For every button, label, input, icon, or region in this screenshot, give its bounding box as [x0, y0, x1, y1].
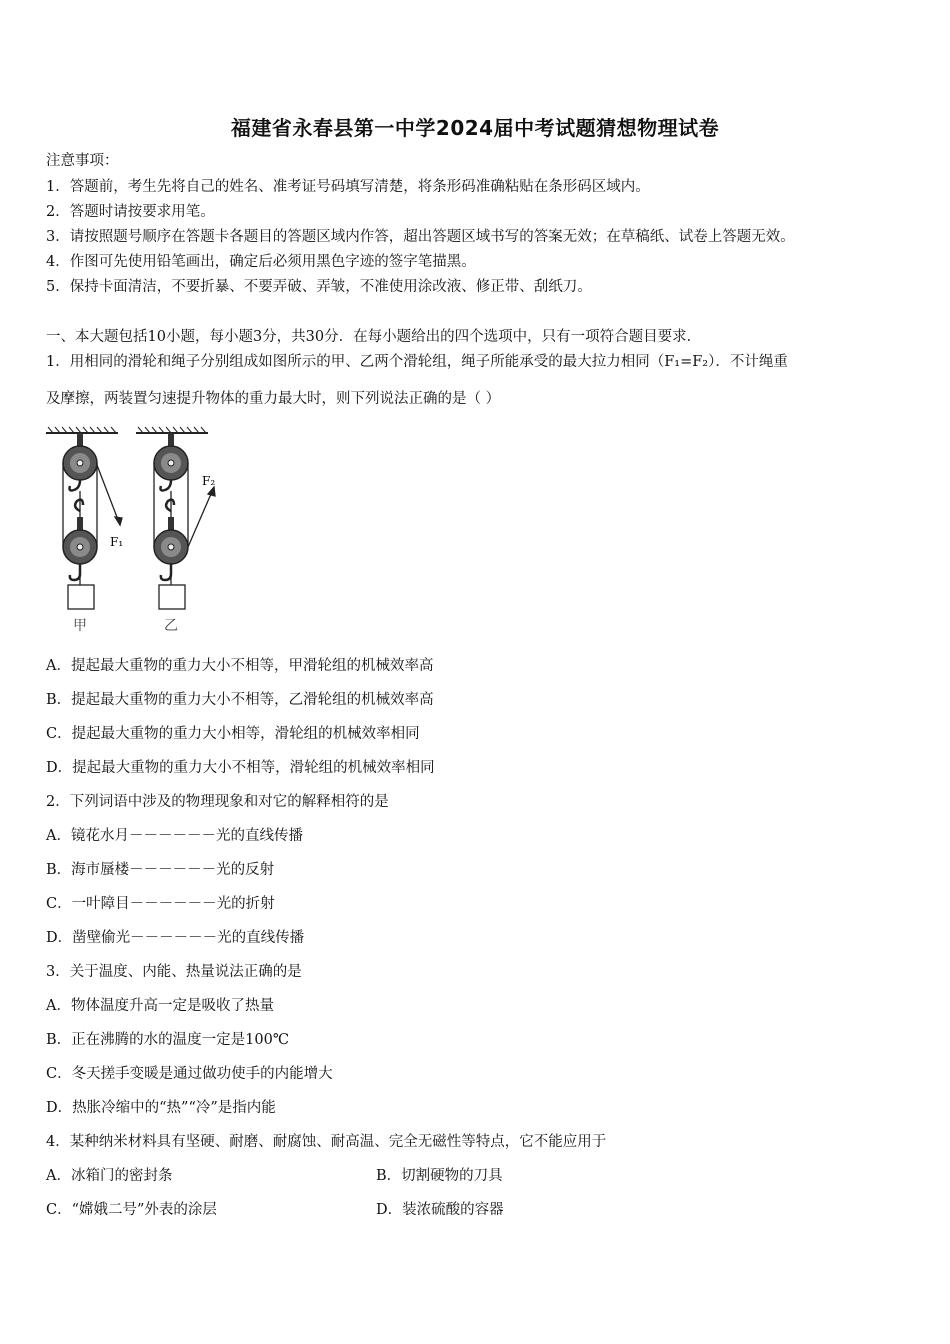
- q4-option-a: A．冰箱门的密封条: [46, 1168, 173, 1184]
- pulley-diagram: [44, 425, 224, 635]
- q3-stem: 3．关于温度、内能、热量说法正确的是: [46, 964, 302, 980]
- q2-option-c: C．一叶障目－－－－－－光的折射: [46, 896, 275, 912]
- q3-option-b: B．正在沸腾的水的温度一定是100℃: [46, 1032, 290, 1048]
- fixed-pulley-left: [63, 433, 97, 491]
- note-item: 4．作图可先使用铅笔画出，确定后必须用黑色字迹的签字笔描黑。: [46, 254, 476, 270]
- ceiling-right: [136, 427, 208, 433]
- fixed-pulley-right: [154, 433, 188, 491]
- note-item: 1．答题前，考生先将自己的姓名、准考证号码填写清楚，将条形码准确粘贴在条形码区域内。: [46, 179, 650, 195]
- force-label-left: F₁: [110, 535, 124, 549]
- q1-option-a: A．提起最大重物的重力大小不相等，甲滑轮组的机械效率高: [46, 658, 434, 674]
- q1-stem-continued: 及摩擦，两装置匀速提升物体的重力最大时，则下列说法正确的是（ ）: [46, 391, 501, 407]
- note-item: 5．保持卡面清洁，不要折暴、不要弄破、弄皱，不准使用涂改液、修正带、刮纸刀。: [46, 279, 592, 295]
- notes-heading: 注意事项：: [46, 153, 119, 169]
- q4-stem: 4．某种纳米材料具有坚硬、耐磨、耐腐蚀、耐高温、完全无磁性等特点，它不能应用于: [46, 1134, 607, 1150]
- q2-option-b: B．海市蜃楼－－－－－－光的反射: [46, 862, 275, 878]
- force-label-right: F₂: [202, 474, 216, 488]
- q3-option-c: C．冬天搓手变暖是通过做功使手的内能增大: [46, 1066, 333, 1082]
- page-title: 福建省永春县第一中学2024届中考试题猜想物理试卷: [230, 116, 720, 140]
- ceiling-left: [46, 427, 118, 433]
- q4-option-c: C．“嫦娥二号”外表的涂层: [46, 1202, 217, 1218]
- pulley-figure: [44, 425, 224, 635]
- q1-stem: 1．用相同的滑轮和绳子分别组成如图所示的甲、乙两个滑轮组，绳子所能承受的最大拉力相同（F₁=F₂）．不计绳重: [46, 354, 788, 370]
- q1-option-b: B．提起最大重物的重力大小不相等，乙滑轮组的机械效率高: [46, 692, 434, 708]
- label-jia: 甲: [73, 618, 87, 634]
- note-item: 3．请按照题号顺序在答题卡各题目的答题区域内作答，超出答题区域书写的答案无效；在草稿纸、试卷上答题无效。: [46, 229, 795, 245]
- q4-option-d: D．装浓硫酸的容器: [376, 1202, 504, 1218]
- q3-option-d: D．热胀冷缩中的“热”“冷”是指内能: [46, 1100, 276, 1116]
- q2-stem: 2．下列词语中涉及的物理现象和对它的解释相符的是: [46, 794, 389, 810]
- q2-option-a: A．镜花水月－－－－－－光的直线传播: [46, 828, 303, 844]
- q2-option-d: D．凿壁偷光－－－－－－光的直线传播: [46, 930, 305, 946]
- section-heading: 一、本大题包括10小题，每小题3分，共30分．在每小题给出的四个选项中，只有一项符合题目要求．: [46, 329, 702, 345]
- q1-option-d: D．提起最大重物的重力大小不相等，滑轮组的机械效率相同: [46, 760, 435, 776]
- q4-option-b: B．切割硬物的刀具: [376, 1168, 503, 1184]
- label-yi: 乙: [164, 618, 178, 634]
- q3-option-a: A．物体温度升高一定是吸收了热量: [46, 998, 274, 1014]
- note-item: 2．答题时请按要求用笔。: [46, 204, 215, 220]
- q1-option-c: C．提起最大重物的重力大小相等，滑轮组的机械效率相同: [46, 726, 420, 742]
